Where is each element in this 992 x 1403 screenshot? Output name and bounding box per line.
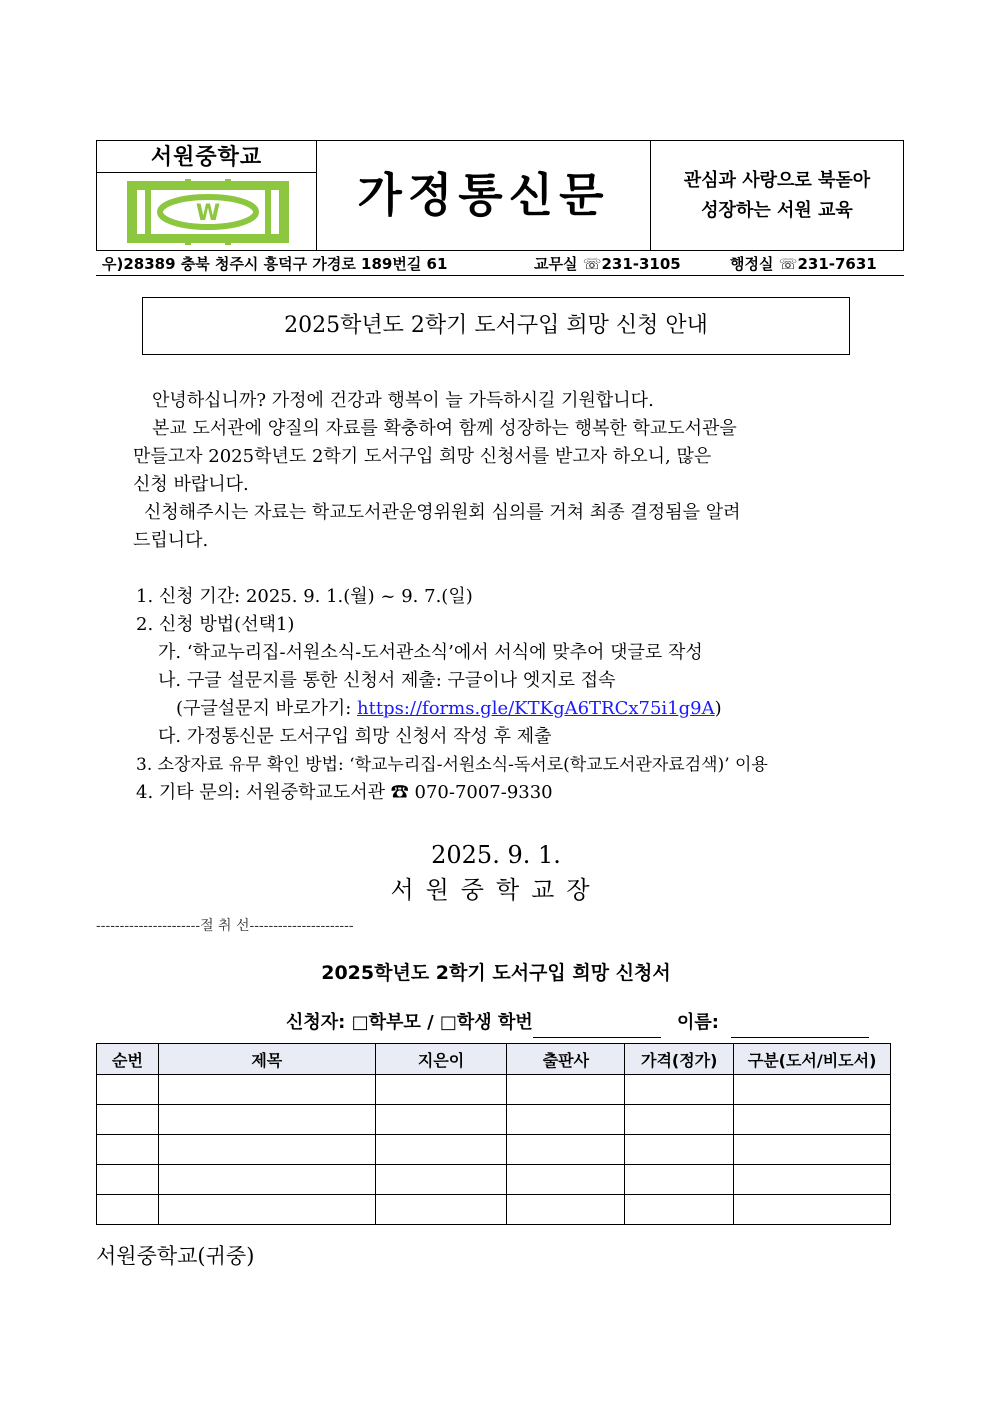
google-form-suffix: ): [714, 698, 722, 719]
school-logo-icon: [125, 179, 291, 245]
name-label: 이름:: [677, 1012, 719, 1033]
column-header: 지은이: [375, 1044, 507, 1075]
table-cell[interactable]: [375, 1165, 507, 1195]
slogan-line-2: 성장하는 서원 교육: [701, 199, 853, 221]
school-name: 서원중학교: [97, 141, 316, 173]
applicant-label: 신청자: □학부모 / □학생 학번: [286, 1012, 533, 1033]
table-cell[interactable]: [507, 1135, 625, 1165]
item-period: 1. 신청 기간: 2025. 9. 1.(월) ~ 9. 7.(일): [136, 586, 473, 607]
table-cell[interactable]: [507, 1105, 625, 1135]
column-header: 가격(정가): [625, 1044, 734, 1075]
table-cell[interactable]: [734, 1135, 891, 1165]
table-cell[interactable]: [158, 1165, 375, 1195]
item-method-b: 나. 구글 설문지를 통한 신청서 제출: 구글이나 엣지로 접속: [158, 670, 616, 691]
paragraph-2-line-1: 본교 도서관에 양질의 자료를 확충하여 함께 성장하는 행복한 학교도서관을: [152, 418, 737, 439]
student-number-field[interactable]: [533, 1017, 661, 1038]
table-cell[interactable]: [734, 1105, 891, 1135]
column-header: 제목: [158, 1044, 375, 1075]
table-row: [97, 1165, 891, 1195]
table-row: [97, 1105, 891, 1135]
table-cell[interactable]: [97, 1075, 159, 1105]
cut-line: ----------------------절 취 선----------------------: [96, 918, 354, 934]
paragraph-3-line-1: 신청해주시는 자료는 학교도서관운영위원회 심의를 거쳐 최종 결정됨을 알려: [144, 502, 741, 523]
table-cell[interactable]: [625, 1195, 734, 1225]
table-cell[interactable]: [507, 1195, 625, 1225]
column-header: 순번: [97, 1044, 159, 1075]
applicant-line: [286, 1008, 869, 1038]
paragraph-2-line-3: 신청 바랍니다.: [133, 474, 249, 495]
item-method: 2. 신청 방법(선택1): [136, 614, 295, 635]
form-title: 2025학년도 2학기 도서구입 희망 신청서: [321, 962, 671, 984]
postal-address: 우)28389 충북 청주시 흥덕구 가경로 189번길 61: [102, 255, 448, 273]
table-cell[interactable]: [625, 1105, 734, 1135]
table-row: [97, 1195, 891, 1225]
column-header: 출판사: [507, 1044, 625, 1075]
admin-phone: 행정실 ☏231-7631: [730, 255, 877, 273]
item-method-a: 가. ‘학교누리집-서원소식-도서관소식’에서 서식에 맞추어 댓글로 작성: [158, 642, 703, 663]
slogan-line-1: 관심과 사랑으로 북돋아: [683, 169, 871, 191]
slogan: [651, 141, 903, 250]
google-form-prefix: (구글설문지 바로가기:: [176, 698, 358, 719]
table-cell[interactable]: [97, 1165, 159, 1195]
recipient-footer: 서원중학교(귀중): [96, 1244, 255, 1268]
table-cell[interactable]: [158, 1075, 375, 1105]
table-cell[interactable]: [625, 1165, 734, 1195]
table-cell[interactable]: [375, 1075, 507, 1105]
school-logo-cell: [97, 141, 317, 250]
table-cell[interactable]: [375, 1195, 507, 1225]
issue-date: 2025. 9. 1.: [431, 841, 561, 869]
table-cell[interactable]: [375, 1105, 507, 1135]
table-cell[interactable]: [507, 1075, 625, 1105]
table-cell[interactable]: [625, 1135, 734, 1165]
address-bar: [96, 252, 904, 276]
paragraph-3-line-2: 드립니다.: [133, 530, 209, 551]
table-header-row: [97, 1044, 891, 1075]
table-cell[interactable]: [158, 1135, 375, 1165]
logo-letter: W: [195, 201, 221, 226]
newsletter-header: [96, 140, 904, 251]
google-form-line: [176, 695, 896, 723]
greeting: 안녕하십니까? 가정에 건강과 행복이 늘 가득하시길 기원합니다.: [152, 390, 654, 411]
item-method-c: 다. 가정통신문 도서구입 희망 신청서 작성 후 제출: [158, 726, 552, 747]
request-table: [96, 1043, 891, 1225]
table-cell[interactable]: [158, 1195, 375, 1225]
google-form-link[interactable]: https://forms.gle/KTKgA6TRCx75i1g9A: [357, 698, 715, 719]
table-cell[interactable]: [507, 1165, 625, 1195]
table-cell[interactable]: [625, 1075, 734, 1105]
office-phone: 교무실 ☏231-3105: [534, 255, 681, 273]
table-cell[interactable]: [375, 1135, 507, 1165]
table-cell[interactable]: [158, 1105, 375, 1135]
principal-signature: 서원중학교장: [390, 876, 602, 904]
table-cell[interactable]: [734, 1075, 891, 1105]
table-cell[interactable]: [97, 1135, 159, 1165]
table-cell[interactable]: [97, 1195, 159, 1225]
name-field[interactable]: [731, 1017, 869, 1038]
item-contact: 4. 기타 문의: 서원중학교도서관 ☎ 070-7007-9330: [136, 782, 553, 803]
table-row: [97, 1135, 891, 1165]
paragraph-2-line-2: 만들고자 2025학년도 2학기 도서구입 희망 신청서를 받고자 하오니, 많은: [133, 446, 712, 467]
column-header: 구분(도서/비도서): [734, 1044, 891, 1075]
table-cell[interactable]: [734, 1195, 891, 1225]
table-row: [97, 1075, 891, 1105]
item-check: 3. 소장자료 유무 확인 방법: ‘학교누리집-서원소식-독서로(학교도서관자료검색)’ 이용: [136, 755, 768, 775]
newsletter-title: 가정통신문: [317, 141, 651, 250]
notice-title: 2025학년도 2학기 도서구입 희망 신청 안내: [142, 297, 850, 355]
table-cell[interactable]: [734, 1165, 891, 1195]
table-cell[interactable]: [97, 1105, 159, 1135]
